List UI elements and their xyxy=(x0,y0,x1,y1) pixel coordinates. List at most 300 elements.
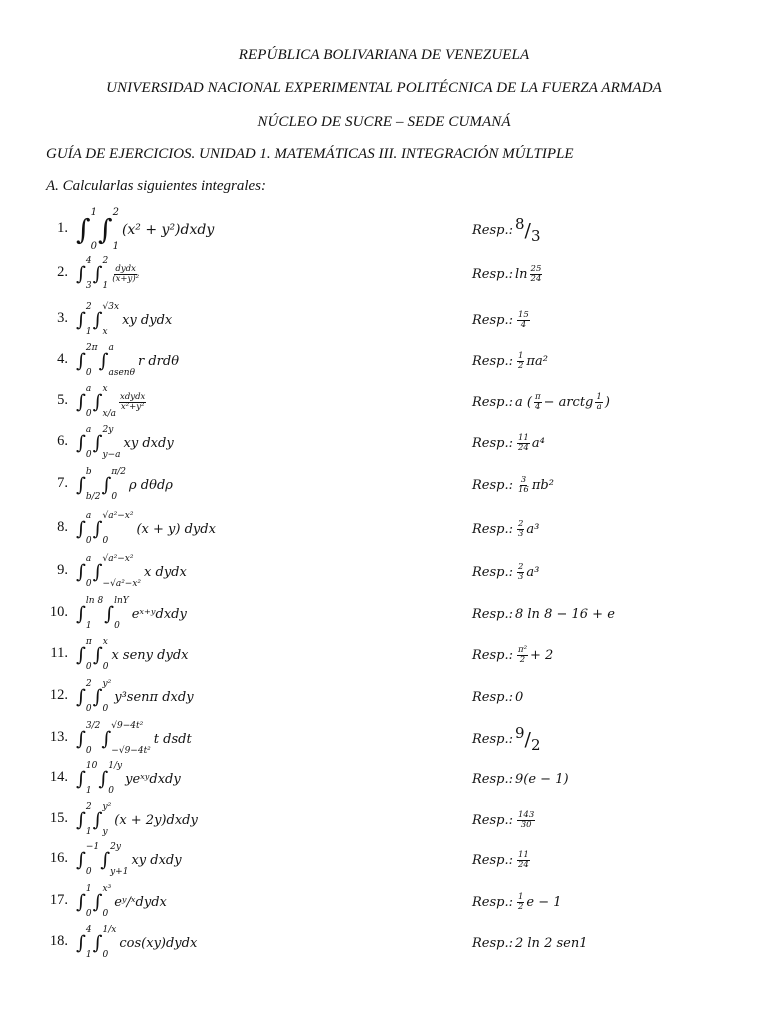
fraction xyxy=(534,393,542,412)
integral-expression xyxy=(76,721,192,757)
fraction xyxy=(517,352,524,371)
answer xyxy=(472,637,553,673)
integral-expression xyxy=(76,511,216,547)
answer xyxy=(472,802,537,838)
denominator: a xyxy=(596,401,602,412)
resp-label: Resp.: xyxy=(472,394,513,410)
numerator: 11 xyxy=(518,432,529,443)
integral-limits xyxy=(85,425,92,460)
answer-suffix: + 2 xyxy=(530,647,554,663)
integral-symbol: ∫ xyxy=(92,262,103,285)
integral-symbol: ∫ xyxy=(97,213,113,246)
integral-limits xyxy=(102,925,117,960)
integral-limits xyxy=(102,884,112,919)
answer-prefix: ln xyxy=(515,266,528,282)
exercise-row xyxy=(0,467,768,503)
exercise-number: 13. xyxy=(49,729,68,745)
upper-limit: 2 xyxy=(102,256,109,266)
lower-limit: −√9−4t² xyxy=(111,746,151,756)
answer xyxy=(472,343,548,379)
exercise-row xyxy=(0,511,768,547)
integral-symbol: ∫ xyxy=(100,848,111,871)
lower-limit: 0 xyxy=(114,621,120,631)
lower-limit: −√a²−x² xyxy=(102,579,142,589)
integral-sign xyxy=(92,679,112,714)
fraction xyxy=(119,393,146,412)
upper-limit: 2y xyxy=(102,425,114,435)
integral-limits xyxy=(102,802,112,837)
integral-sign xyxy=(76,343,98,378)
resp-label: Resp.: xyxy=(472,689,513,705)
integral-sign xyxy=(92,925,117,960)
answer-suffix: a³ xyxy=(526,564,540,580)
integral-expression xyxy=(76,384,148,420)
upper-limit: 4 xyxy=(85,256,92,266)
numerator: π xyxy=(534,391,541,402)
integral-symbol: ∫ xyxy=(92,808,103,831)
integral-symbol: ∫ xyxy=(92,931,103,954)
integrand: eʸ/ˣdydx xyxy=(114,894,167,910)
integrand: (x² + y²)dxdy xyxy=(121,222,215,238)
denominator: 4 xyxy=(520,319,527,330)
integral-limits xyxy=(85,256,92,291)
integral-sign xyxy=(76,679,92,714)
answer-suffix: πb² xyxy=(531,477,554,493)
upper-limit: 1/x xyxy=(102,925,117,935)
integral-limits xyxy=(85,637,92,672)
answer xyxy=(472,511,539,547)
upper-limit: a xyxy=(85,384,92,394)
upper-limit: 2π xyxy=(85,343,98,353)
integral-sign xyxy=(76,511,92,546)
lower-limit: 1 xyxy=(85,950,92,960)
answer xyxy=(472,925,587,961)
fraction xyxy=(517,563,524,582)
lower-limit: 0 xyxy=(111,492,118,502)
integral-symbol: ∫ xyxy=(92,431,103,454)
denominator: 2 xyxy=(530,736,541,755)
answer-suffix: a⁴ xyxy=(531,435,545,451)
exercise-row xyxy=(0,925,768,961)
slashed-fraction xyxy=(515,215,541,245)
integrand: xy dydx xyxy=(122,312,173,328)
denominator: 24 xyxy=(530,273,542,284)
resp-label: Resp.: xyxy=(472,812,513,828)
integral-sign xyxy=(104,596,129,631)
exercise-number: 1. xyxy=(57,220,68,236)
upper-limit: 3/2 xyxy=(85,721,101,731)
answer xyxy=(472,679,523,715)
resp-label: Resp.: xyxy=(472,771,513,787)
answer xyxy=(472,384,610,420)
integral-limits xyxy=(85,761,98,796)
exercise-number: 4. xyxy=(57,351,68,367)
denominator: 3 xyxy=(530,227,541,246)
lower-limit: x/a xyxy=(102,409,117,419)
lower-limit: 0 xyxy=(108,786,114,796)
integrand: cos(xy)dydx xyxy=(119,935,198,951)
integral-limits xyxy=(85,384,92,419)
upper-limit: 10 xyxy=(85,761,98,771)
fraction-slash: / xyxy=(524,219,531,242)
header-campus: NÚCLEO DE SUCRE – SEDE CUMANÁ xyxy=(257,114,511,130)
integral-symbol: ∫ xyxy=(92,643,103,666)
exercise-number: 18. xyxy=(49,933,68,949)
integral-sign xyxy=(98,343,135,378)
upper-limit: 4 xyxy=(85,925,92,935)
integral-symbol: ∫ xyxy=(76,473,86,496)
numerator: 11 xyxy=(518,849,529,860)
integral-limits xyxy=(108,343,135,378)
integral-limits xyxy=(108,761,123,796)
integral-limits xyxy=(85,884,92,919)
fraction xyxy=(517,851,530,870)
integral-limits xyxy=(85,554,92,589)
exercise-number: 15. xyxy=(49,810,68,826)
answer-value: 8 ln 8 − 16 + e xyxy=(515,606,615,622)
denominator: 2 xyxy=(519,654,526,665)
exercise-row xyxy=(0,425,768,461)
integral-sign xyxy=(76,761,98,796)
denominator: 24 xyxy=(518,859,529,870)
integral-sign xyxy=(76,302,92,337)
integral-symbol: ∫ xyxy=(76,602,86,625)
resp-label: Resp.: xyxy=(472,564,513,580)
integral-limits xyxy=(102,554,142,589)
answer-suffix: a³ xyxy=(526,521,540,537)
fraction-slash: / xyxy=(524,728,531,751)
integral-expression xyxy=(76,425,174,461)
numerator: xdydx xyxy=(120,391,146,402)
fraction xyxy=(517,476,530,495)
integral-sign xyxy=(92,884,112,919)
upper-limit: 1 xyxy=(90,207,97,218)
exercise-number: 8. xyxy=(57,519,68,535)
upper-limit: 2 xyxy=(85,679,92,689)
lower-limit: 0 xyxy=(85,409,92,419)
exercise-row xyxy=(0,384,768,420)
header-university: UNIVERSIDAD NACIONAL EXPERIMENTAL POLITÉCNICA DE LA FUERZA ARMADA xyxy=(106,80,662,96)
integral-expression xyxy=(76,554,187,590)
resp-label: Resp.: xyxy=(472,353,513,369)
upper-limit: π/2 xyxy=(111,467,127,477)
lower-limit: 0 xyxy=(90,241,97,252)
answer xyxy=(472,302,532,338)
lower-limit: 0 xyxy=(85,368,92,378)
upper-limit: 2 xyxy=(112,207,119,218)
integral-limits xyxy=(102,425,121,460)
answer-value: 9(e − 1) xyxy=(515,771,569,787)
answer-middle: − arctg xyxy=(543,394,594,410)
answer xyxy=(472,467,554,503)
integrand: x seny dydx xyxy=(111,647,189,663)
exercise-number: 2. xyxy=(57,264,68,280)
integral-expression xyxy=(76,302,172,338)
exercise-row xyxy=(0,721,768,757)
integral-limits xyxy=(102,511,134,546)
integral-symbol: ∫ xyxy=(92,308,103,331)
integral-expression xyxy=(76,842,182,878)
denominator: 3 xyxy=(518,571,524,582)
upper-limit: y² xyxy=(102,802,112,812)
answer xyxy=(472,425,545,461)
integral-sign xyxy=(92,511,134,546)
numerator: 3 xyxy=(520,474,527,485)
lower-limit: 1 xyxy=(85,786,92,796)
integral-expression xyxy=(76,637,188,673)
integral-limits xyxy=(114,596,129,631)
integral-expression xyxy=(76,343,179,379)
integrand: x dydx xyxy=(144,564,187,580)
integrand: t dsdt xyxy=(153,731,192,747)
upper-limit: a xyxy=(85,511,92,521)
integral-limits xyxy=(102,256,109,291)
integral-symbol: ∫ xyxy=(76,727,86,750)
exercise-row xyxy=(0,842,768,878)
integral-symbol: ∫ xyxy=(76,890,86,913)
integral-symbol: ∫ xyxy=(98,767,109,790)
upper-limit: x xyxy=(102,384,108,394)
integrand: yeˣʸdxdy xyxy=(125,771,181,787)
exercise-row xyxy=(0,802,768,838)
exercise-row xyxy=(0,256,768,292)
resp-label: Resp.: xyxy=(472,477,513,493)
denominator: 30 xyxy=(520,819,532,830)
resp-label: Resp.: xyxy=(472,266,513,282)
exercise-number: 17. xyxy=(49,892,68,908)
lower-limit: 0 xyxy=(85,746,92,756)
fraction xyxy=(530,265,543,284)
resp-label: Resp.: xyxy=(472,521,513,537)
integral-sign xyxy=(76,554,92,589)
exercise-number: 7. xyxy=(57,475,68,491)
integral-sign xyxy=(76,721,101,756)
integral-limits xyxy=(85,679,92,714)
exercise-row xyxy=(0,302,768,338)
resp-label: Resp.: xyxy=(472,312,513,328)
integral-symbol: ∫ xyxy=(101,727,112,750)
lower-limit: y+1 xyxy=(110,867,129,877)
upper-limit: lnY xyxy=(114,596,129,606)
exercise-number: 12. xyxy=(49,687,68,703)
resp-label: Resp.: xyxy=(472,894,513,910)
integral-symbol: ∫ xyxy=(76,848,86,871)
answer-suffix: ) xyxy=(604,394,610,410)
answer-value: 0 xyxy=(515,689,524,705)
lower-limit: 1 xyxy=(112,241,119,252)
numerator: 2 xyxy=(518,518,524,529)
integrand: (x + y) dydx xyxy=(136,521,216,537)
exercise-number: 9. xyxy=(57,562,68,578)
lower-limit: 0 xyxy=(102,950,109,960)
upper-limit: a xyxy=(85,554,92,564)
integral-limits xyxy=(85,925,92,960)
answer-suffix: πa² xyxy=(526,353,548,369)
integral-limits xyxy=(85,721,101,756)
upper-limit: ln 8 xyxy=(85,596,104,606)
integral-sign xyxy=(76,842,100,877)
integral-expression xyxy=(76,802,198,838)
answer xyxy=(472,596,615,632)
integral-sign xyxy=(76,384,92,419)
resp-label: Resp.: xyxy=(472,647,513,663)
integral-symbol: ∫ xyxy=(92,390,103,413)
exercise-row xyxy=(0,637,768,673)
lower-limit: 0 xyxy=(85,450,92,460)
answer xyxy=(472,884,562,920)
upper-limit: √9−4t² xyxy=(111,721,144,731)
integrand: xy dxdy xyxy=(131,852,182,868)
lower-limit: 0 xyxy=(102,704,109,714)
lower-limit: 1 xyxy=(85,621,92,631)
integral-expression xyxy=(76,925,197,961)
answer xyxy=(472,721,541,757)
integral-symbol: ∫ xyxy=(92,560,103,583)
denominator: 4 xyxy=(535,401,541,412)
integral-sign xyxy=(100,842,129,877)
fraction xyxy=(517,520,524,539)
integral-symbol: ∫ xyxy=(98,349,109,372)
integral-limits xyxy=(110,842,129,877)
exercise-number: 5. xyxy=(57,392,68,408)
resp-label: Resp.: xyxy=(472,731,513,747)
integral-limits xyxy=(85,596,104,631)
numerator: π² xyxy=(518,644,527,655)
exercise-number: 11. xyxy=(50,645,68,661)
integral-sign xyxy=(98,761,123,796)
numerator: 1 xyxy=(518,891,524,902)
integral-limits xyxy=(111,721,151,756)
fraction xyxy=(517,811,535,830)
lower-limit: 1 xyxy=(85,827,92,837)
upper-limit: b xyxy=(85,467,92,477)
lower-limit: 3 xyxy=(85,281,92,291)
denominator: 2 xyxy=(518,901,524,912)
integral-sign xyxy=(76,425,92,460)
numerator: 1 xyxy=(596,391,602,402)
integral-limits xyxy=(102,679,112,714)
integral-limits xyxy=(85,467,101,502)
fraction xyxy=(517,646,528,665)
slashed-fraction xyxy=(515,724,541,754)
exercise-row xyxy=(0,343,768,379)
integral-symbol: ∫ xyxy=(76,390,86,413)
integral-sign xyxy=(92,302,120,337)
integral-sign xyxy=(92,554,142,589)
integrand: y³senπ dxdy xyxy=(114,689,194,705)
integral-limits xyxy=(112,207,119,252)
denominator: 3 xyxy=(518,528,524,539)
upper-limit: 1/y xyxy=(108,761,123,771)
integral-sign xyxy=(92,802,112,837)
lower-limit: 0 xyxy=(85,704,92,714)
exercise-number: 16. xyxy=(49,850,68,866)
denominator: 2 xyxy=(518,360,524,371)
section-heading: A. Calcularlas siguientes integrales: xyxy=(46,178,266,194)
integrand: ρ dθdρ xyxy=(129,477,173,493)
resp-label: Resp.: xyxy=(472,222,513,238)
integral-sign xyxy=(76,884,92,919)
exercise-row xyxy=(0,884,768,920)
integral-sign xyxy=(76,467,101,502)
numerator: dydx xyxy=(115,263,136,274)
fraction xyxy=(517,893,524,912)
integral-symbol: ∫ xyxy=(76,308,86,331)
exercise-row xyxy=(0,207,768,252)
exercise-number: 14. xyxy=(49,769,68,785)
integral-symbol: ∫ xyxy=(92,685,103,708)
integral-sign xyxy=(76,256,92,291)
denominator: x²+y² xyxy=(120,401,145,412)
integral-sign xyxy=(76,802,92,837)
fraction xyxy=(517,311,530,330)
integral-symbol: ∫ xyxy=(76,685,86,708)
lower-limit: 0 xyxy=(85,579,92,589)
integral-limits xyxy=(85,842,100,877)
integrand: (x + 2y)dxdy xyxy=(114,812,198,828)
integrand: r drdθ xyxy=(138,353,180,369)
guide-title: GUÍA DE EJERCICIOS. UNIDAD 1. MATEMÁTICAS III. INTEGRACIÓN MÚLTIPLE xyxy=(46,146,574,162)
exercise-row xyxy=(0,761,768,797)
header-republic: REPÚBLICA BOLIVARIANA DE VENEZUELA xyxy=(238,47,530,63)
numerator: 15 xyxy=(518,309,529,320)
integral-sign xyxy=(76,207,97,252)
integral-limits xyxy=(85,802,92,837)
integral-symbol: ∫ xyxy=(76,517,86,540)
denominator: 16 xyxy=(518,484,529,495)
integral-symbol: ∫ xyxy=(76,643,86,666)
integral-limits xyxy=(85,343,98,378)
integral-limits xyxy=(102,384,117,419)
integral-limits xyxy=(102,302,120,337)
denominator: 24 xyxy=(518,442,529,453)
lower-limit: 1 xyxy=(85,327,92,337)
upper-limit: √a²−x² xyxy=(102,511,134,521)
answer-prefix: a ( xyxy=(515,394,532,410)
fraction xyxy=(111,265,140,284)
exercise-row xyxy=(0,596,768,632)
fraction xyxy=(595,393,602,412)
integral-sign xyxy=(101,721,151,756)
integral-symbol: ∫ xyxy=(76,560,86,583)
integral-sign xyxy=(92,384,117,419)
upper-limit: a xyxy=(85,425,92,435)
integral-symbol: ∫ xyxy=(92,517,103,540)
integral-symbol: ∫ xyxy=(92,890,103,913)
lower-limit: b/2 xyxy=(85,492,101,502)
integral-expression xyxy=(76,761,181,797)
integral-symbol: ∫ xyxy=(76,767,86,790)
integral-symbol: ∫ xyxy=(101,473,112,496)
lower-limit: x xyxy=(102,327,108,337)
lower-limit: 0 xyxy=(102,536,109,546)
lower-limit: asenθ xyxy=(108,368,135,378)
numerator: 8 xyxy=(515,214,525,233)
lower-limit: 0 xyxy=(102,909,109,919)
upper-limit: √a²−x² xyxy=(102,554,134,564)
integral-limits xyxy=(85,302,92,337)
numerator: 143 xyxy=(518,809,535,820)
integrand: xy dxdy xyxy=(123,435,174,451)
answer xyxy=(472,554,539,590)
lower-limit: 0 xyxy=(85,909,92,919)
integral-limits xyxy=(85,511,92,546)
integral-sign xyxy=(76,925,92,960)
answer-value: 2 ln 2 sen1 xyxy=(515,935,588,951)
integrand: eˣ⁺ʸdxdy xyxy=(131,606,187,622)
upper-limit: 2 xyxy=(85,802,92,812)
integral-expression xyxy=(76,596,187,632)
